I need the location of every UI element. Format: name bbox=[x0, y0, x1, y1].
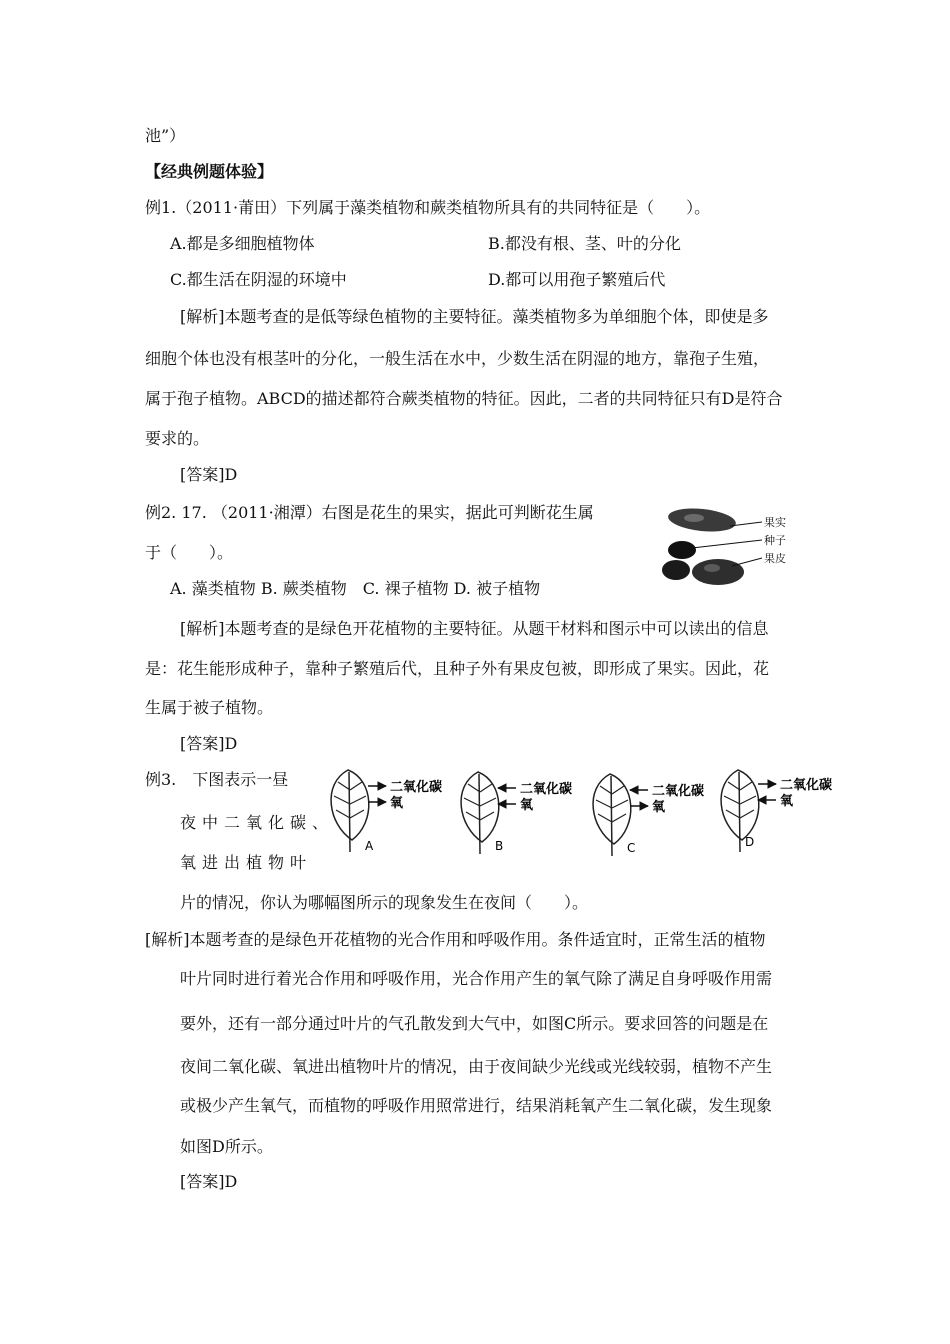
ex2-answer: [答案]D bbox=[180, 734, 238, 753]
svg-text:B: B bbox=[495, 839, 504, 853]
ex1-option-d: D.都可以用孢子繁殖后代 bbox=[488, 270, 666, 289]
ex1-option-c: C.都生活在阴湿的环境中 bbox=[170, 270, 347, 289]
ex1-option-a: A.都是多细胞植物体 bbox=[170, 234, 315, 253]
ex3-question-line1: 例3. 下图表示一昼 bbox=[145, 770, 289, 789]
ex3-answer: [答案]D bbox=[180, 1172, 238, 1191]
peanut-figure bbox=[650, 500, 810, 592]
svg-text:A: A bbox=[365, 839, 374, 853]
ex1-question: 例1.（2011·莆田）下列属于藻类植物和蕨类植物所具有的共同特征是（ ）。 bbox=[145, 198, 711, 217]
ex1-analysis-line: 细胞个体也没有根茎叶的分化，一般生活在水中，少数生活在阴湿的地方，靠孢子生殖， bbox=[145, 349, 770, 368]
svg-text:D: D bbox=[745, 835, 755, 849]
ex1-analysis-line: [解析]本题考查的是低等绿色植物的主要特征。藻类植物多为单细胞个体，即使是多 bbox=[180, 307, 769, 326]
ex1-option-b: B.都没有根、茎、叶的分化 bbox=[488, 234, 681, 253]
ex3-question-line3: 氧进出植物叶 bbox=[180, 853, 313, 872]
section-title: 【经典例题体验】 bbox=[145, 162, 274, 181]
ex3-analysis-line: 或极少产生氧气，而植物的呼吸作用照常进行，结果消耗氧产生二氧化碳，发生现象 bbox=[180, 1096, 773, 1115]
svg-text:二氧化碳: 二氧化碳 bbox=[520, 782, 573, 797]
svg-text:二氧化碳: 二氧化碳 bbox=[390, 780, 443, 795]
ex2-analysis-line: [解析]本题考查的是绿色开花植物的主要特征。从题干材料和图示中可以读出的信息 bbox=[180, 619, 769, 638]
ex3-analysis-line: 夜间二氧化碳、氧进出植物叶片的情况，由于夜间缺少光线或光线较弱，植物不产生 bbox=[180, 1057, 773, 1076]
ex1-analysis-line: 要求的。 bbox=[145, 429, 210, 448]
ex2-question-line1: 例2. 17. （2011·湘潭）右图是花生的果实，据此可判断花生属 bbox=[145, 503, 594, 522]
leaf-panel-b bbox=[461, 772, 572, 854]
ex2-analysis-line: 生属于被子植物。 bbox=[145, 698, 274, 717]
ex3-question-line4: 片的情况，你认为哪幅图所示的现象发生在夜间（ ）。 bbox=[180, 893, 589, 912]
peanut-seed bbox=[668, 541, 696, 559]
svg-text:二氧化碳: 二氧化碳 bbox=[652, 784, 705, 799]
top-fragment: 池”） bbox=[145, 126, 186, 145]
leaf-panel-a bbox=[331, 770, 442, 853]
ex2-analysis-line: 是：花生能形成种子，靠种子繁殖后代，且种子外有果皮包被，即形成了果实。因此，花 bbox=[145, 659, 770, 678]
ex2-options: A. 藻类植物 B. 蕨类植物 C. 裸子植物 D. 被子植物 bbox=[170, 579, 541, 598]
svg-text:二氧化碳: 二氧化碳 bbox=[780, 778, 833, 793]
ex3-analysis-line: 如图D所示。 bbox=[180, 1137, 273, 1156]
leaf-gas-figure bbox=[318, 760, 833, 860]
seed-label: 种子 bbox=[764, 534, 786, 547]
ex1-analysis-line: 属于孢子植物。ABCD的描述都符合蕨类植物的特征。因此，二者的共同特征只有D是符合 bbox=[145, 389, 783, 408]
peanut-seed bbox=[662, 560, 690, 580]
svg-text:氧: 氧 bbox=[652, 800, 666, 815]
leaf-panel-d bbox=[721, 770, 832, 852]
ex1-answer: [答案]D bbox=[180, 465, 238, 484]
svg-text:氧: 氧 bbox=[390, 796, 404, 811]
ex3-analysis-line: 要外，还有一部分通过叶片的气孔散发到大气中，如图C所示。要求回答的问题是在 bbox=[180, 1014, 769, 1033]
peanut-pod-bottom bbox=[692, 559, 744, 585]
svg-text:C: C bbox=[627, 841, 636, 855]
ex3-analysis-line: 叶片同时进行着光合作用和呼吸作用，光合作用产生的氧气除了满足自身呼吸作用需 bbox=[180, 969, 773, 988]
leaf-panel-c bbox=[593, 774, 704, 856]
fruit-label: 果实 bbox=[764, 516, 786, 529]
pericarp-label: 果皮 bbox=[764, 552, 786, 565]
ex3-analysis-line: [解析]本题考查的是绿色开花植物的光合作用和呼吸作用。条件适宜时，正常生活的植物 bbox=[145, 930, 766, 949]
svg-text:氧: 氧 bbox=[520, 798, 534, 813]
ex2-question-line2: 于（ ）。 bbox=[145, 543, 234, 562]
ex3-question-line2: 夜中二氧化碳、 bbox=[180, 813, 335, 832]
svg-text:氧: 氧 bbox=[780, 794, 794, 809]
